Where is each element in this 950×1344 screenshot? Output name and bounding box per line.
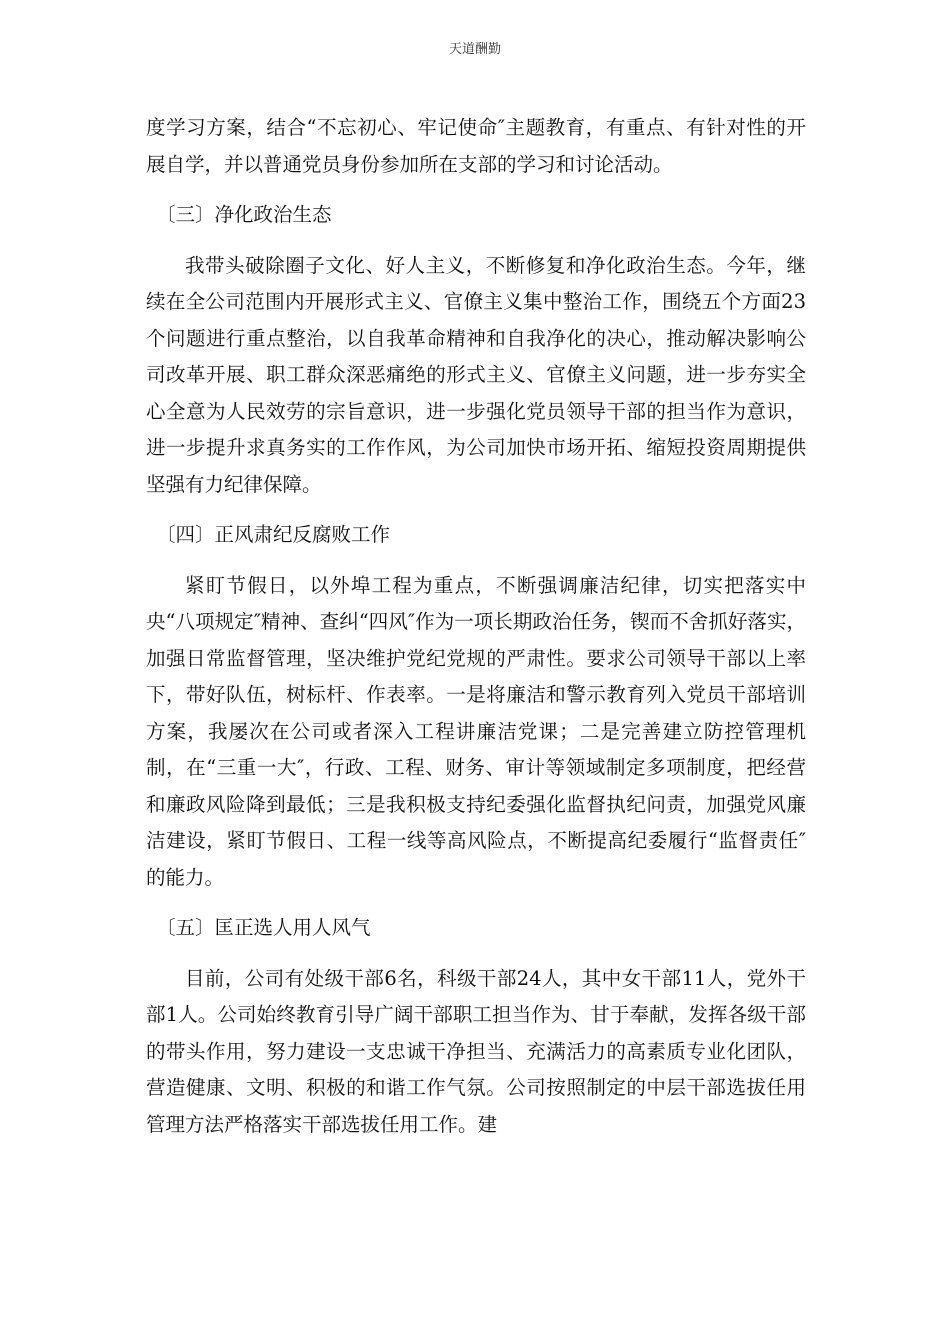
document-body — [146, 110, 806, 1143]
section-heading-3: 〔三〕净化政治生态 — [156, 203, 332, 226]
paragraph-study-plan: 度学习方案，结合“不忘初心、牢记使命″主题教育，有重点、有针对性的开展自学，并以普通党员身份参加所在支部的学习和讨论活动。 — [146, 116, 806, 176]
paragraph-cadre-selection: 目前，公司有处级干部6名，科级干部24人，其中女干部11人，党外干部1人。公司始终教育引导广阔干部职工担当作为、甘于奉献，发挥各级干部的带头作用，努力建设一支忠诚干净担当、充满活力的高素质专业化团队，营造健康、文明、积极的和谐工作气氛。公司按照制定的中层干部选拔任用管理方法严格落实干部选拔任用工作。建 — [146, 966, 806, 1136]
section-heading-5: 〔五〕匡正选人用人风气 — [156, 916, 371, 939]
page-header: 天道酬勤 — [448, 42, 501, 57]
paragraph-political-ecology: 我带头破除圈子文化、好人主义，不断修复和净化政治生态。今年，继续在全公司范围内开展形式主义、官僚主义集中整治工作，围绕五个方面23个问题进行重点整治，以自我革命精神和自我净化的决心，推动解决影响公司改革开展、职工群众深恶痛绝的形式主义、官僚主义问题，进一步夯实全心全意为人民效劳的宗旨意识，进一步强化党员领导干部的担当作为意识，进一步提升求真务实的工作作风，为公司加快市场开拓、缩短投资周期提供坚强有力纪律保障。 — [146, 253, 806, 496]
section-heading-4: 〔四〕正风肃纪反腐败工作 — [156, 523, 391, 546]
paragraph-anti-corruption: 紧盯节假日，以外埠工程为重点，不断强调廉洁纪律，切实把落实中央“八项规定″精神、查纠“四风″作为一项长期政治任务，锲而不舍抓好落实，加强日常监督管理，坚决维护党纪党规的严肃性。要求公司领导干部以上率下，带好队伍，树标杆、作表率。一是将廉洁和警示教育列入党员干部培训方案，我屡次在公司或者深入工程讲廉洁党课；二是完善建立防控管理机制，在“三重一大″，行政、工程、财务、审计等领域制定多项制度，把经营和廉政风险降到最低；三是我积极支持纪委强化监督执纪问责，加强党风廉洁建设，紧盯节假日、工程一线等高风险点，不断提高纪委履行“监督责任″的能力。 — [146, 573, 806, 889]
